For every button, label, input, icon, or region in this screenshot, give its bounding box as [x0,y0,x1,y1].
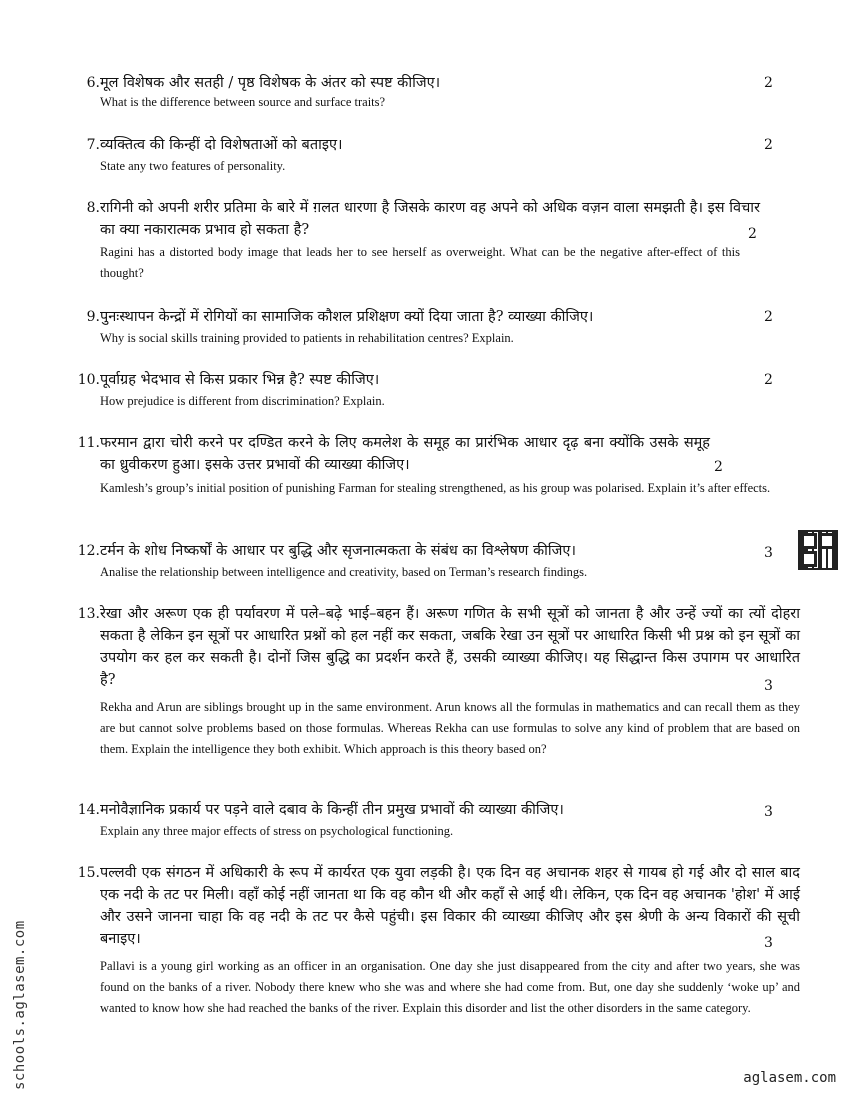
question-hindi: पूर्वाग्रह भेदभाव से किस प्रकार भिन्न है? स्पष्ट कीजिए। [100,372,380,388]
question-hindi: रेखा और अरूण एक ही पर्यावरण में पले–बढ़े भाई–बहन हैं। अरूण गणित के सभी सूत्रों को जानता है और उन्हें ज्यों का त्यों दोहरा सकता है लेकिन इन सूत्रों पर आधारित प्रश्नों को हल नहीं कर सकता, जबकि रेखा उन सूत्रों पर आधारित किसी भी प्रश्न को इन सूत्रों का उपयोग कर हल कर सकती है। दोनों जिस बुद्धि का प्रदर्शन करते हैं, उसकी व्याख्या कीजिए। यह सिद्धान्त किस उपागम पर आधारित है? [100,606,800,688]
question-number: 12. [77,543,100,559]
question-hindi: मूल विशेषक और सतही / पृष्ठ विशेषक के अंतर को स्पष्ट कीजिए। [100,75,441,91]
question-marks: 3 [764,804,773,820]
question-marks: 2 [714,459,723,475]
question-hindi: पल्लवी एक संगठन में अधिकारी के रूप में कार्यरत एक युवा लड़की है। एक दिन वह अचानक शहर से गायब हो गई और दो साल बाद एक नदी के तट पर मिली। वहाँ कोई नहीं जानता था कि वह कौन थी और कहाँ से आई थी। लेकिन, एक दिन वह अचानक 'होश' में आई और उसने जानना चाहा कि वह नदी के तट पर कैसे पहुंची। इस विकार की व्याख्या कीजिए और इस श्रेणी के अन्य विकारों की सूची बनाइए। [100,865,800,947]
question-english: Ragini has a distorted body image that leads her to see herself as overweight. What can be the negative after-effect of this thought? [100,245,740,280]
question-english: How prejudice is different from discrimination? Explain. [100,394,385,408]
question-hindi: पुनःस्थापन केन्द्रों में रोगियों का सामाजिक कौशल प्रशिक्षण क्यों दिया जाता है? व्याख्या कीजिए। [100,309,594,325]
question-marks: 2 [764,309,773,325]
question-marks: 3 [764,678,773,694]
question-number: 6. [86,75,100,91]
question-hindi: व्यक्तित्व की किन्हीं दो विशेषताओं को बताइए। [100,137,343,153]
question-english: Why is social skills training provided to patients in rehabilitation centres? Explain. [100,331,514,345]
question-english: Explain any three major effects of stress on psychological functioning. [100,824,454,838]
question-hindi: टर्मन के शोध निष्कर्षों के आधार पर बुद्धि और सृजनात्मकता के संबंध का विश्लेषण कीजिए। [100,543,576,559]
question-marks: 2 [764,137,773,153]
question-english: Pallavi is a young girl working as an officer in an organisation. One day she just disappeared from the city and after two years, she was found on the banks of a river. Nobody there knew who she was and where she had come from. But, one day she suddenly ‘woke up’ and wanted to know how she had reached the banks of the river. Explain this disorder and list the other disorders in the same category. [100,959,800,1015]
qr-code [798,530,838,570]
question-hindi: मनोवैज्ञानिक प्रकार्य पर पड़ने वाले दबाव के किन्हीं तीन प्रमुख प्रभावों की व्याख्या कीजिए। [100,802,564,818]
question-english: State any two features of personality. [100,159,286,173]
side-watermark [0,900,28,1100]
question-marks: 3 [764,545,773,561]
question-hindi: फरमान द्वारा चोरी करने पर दण्डित करने के लिए कमलेश के समूह का प्रारंभिक आधार दृढ़ बना क्योंकि उसके समूह का ध्रुवीकरण हुआ। इसके उत्तर प्रभावों की व्याख्या कीजिए। [100,435,710,473]
footer-watermark: aglasem.com [743,1070,836,1086]
question-number: 10. [77,372,100,388]
question-marks: 3 [764,935,773,951]
question-marks: 2 [764,372,773,388]
question-number: 8. [86,200,100,216]
question-number: 9. [86,309,100,325]
question-english: Kamlesh’s group’s initial position of punishing Farman for stealing strengthened, as his group was polarised. Explain it’s after effects. [100,481,771,495]
question-english: Rekha and Arun are siblings brought up in the same environment. Arun knows all the formulas in mathematics and can recall them as they are but cannot solve problems based on those formulas. Whereas Rekha can use formulas to solve any kind of problem that are based on them. Explain the intelligence they both exhibit. Which approach is this theory based on? [100,700,800,756]
question-number: 15. [77,865,100,881]
question-number: 14. [77,802,100,818]
question-marks: 2 [764,75,773,91]
question-number: 7. [86,137,100,153]
question-number: 13. [77,606,100,622]
question-english: Analise the relationship between intelligence and creativity, based on Terman’s research findings. [100,565,588,579]
question-english: What is the difference between source and surface traits? [100,95,386,109]
question-hindi: रागिनी को अपनी शरीर प्रतिमा के बारे में ग़लत धारणा है जिसके कारण वह अपने को अधिक वज़न वाला समझती है। इस विचार का क्या नकारात्मक प्रभाव हो सकता है? [100,200,760,238]
side-watermark-text: schools.aglasem.com [12,920,28,1090]
question-number: 11. [77,435,100,451]
question-marks: 2 [748,226,757,242]
